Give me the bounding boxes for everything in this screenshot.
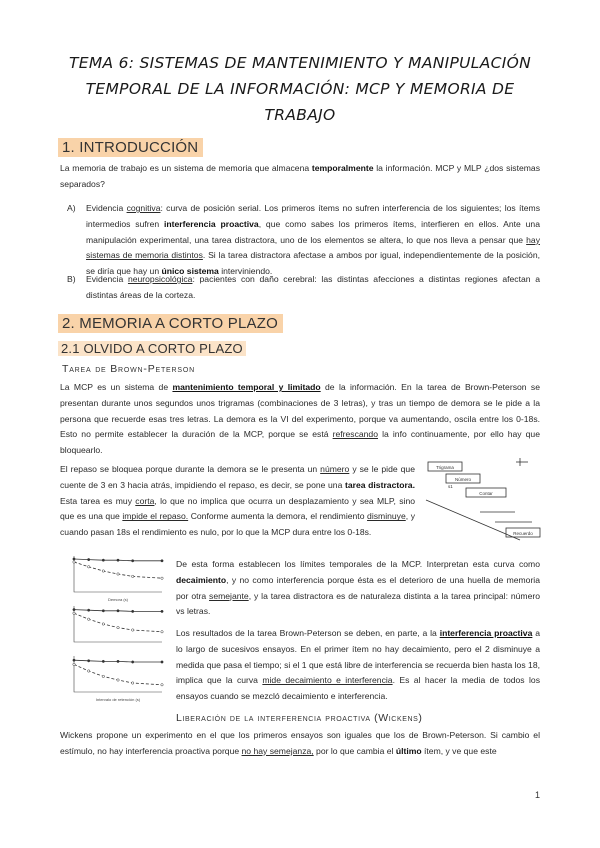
chart-panel-2 — [73, 606, 163, 642]
data-point — [161, 560, 163, 562]
data-point — [117, 660, 119, 662]
data-point — [73, 612, 75, 614]
page-title: TEMA 6: SISTEMAS DE MANTENIMIENTO Y MANIPULACIÓN TEMPORAL DE LA INFORMACIÓN: MCP Y MEMORIA DE TRABAJO — [68, 54, 532, 124]
data-point — [87, 609, 89, 611]
data-point — [131, 661, 133, 663]
data-point — [161, 610, 163, 612]
data-point — [117, 559, 119, 561]
data-point — [73, 558, 75, 560]
list-label-a: A) — [67, 203, 76, 213]
procedure-diagram — [420, 456, 545, 548]
data-point — [87, 566, 89, 568]
series-line-2 — [74, 562, 162, 578]
diagram-label-small: s1 — [448, 484, 453, 489]
data-point — [73, 663, 75, 665]
data-point — [131, 575, 133, 577]
data-point — [117, 679, 119, 681]
diagram-label-trigrama: Trigrama — [436, 465, 454, 470]
data-point — [117, 610, 119, 612]
section-heading-introduccion: 1. INTRODUCCIÓN — [58, 138, 203, 157]
section-heading-mcp: 2. MEMORIA A CORTO PLAZO — [58, 314, 283, 333]
data-point — [87, 558, 89, 560]
diagram-label-recuerdo: Recuerdo — [513, 531, 533, 536]
paragraph-resultados: Los resultados de la tarea Brown-Peterson se deben, en parte, a la interferencia proactiva a lo largo de sucesivos ensayos. En el primer ítem no hay decaimiento, pero el 2 disminuye a medida que pasa el tiempo; si el 1 que está libre de interferencia se recuerda bien hasta los 18, implica que la curva mide decaimiento e interferencia. Es al hacer la media de todos los ensayos cuando se mezcló decaimiento e interferencia. — [176, 628, 541, 702]
data-point — [73, 659, 75, 661]
data-point — [87, 618, 89, 620]
diagram-label-numero: Número — [454, 477, 472, 482]
data-point — [131, 629, 133, 631]
data-point — [87, 660, 89, 662]
data-point — [73, 561, 75, 563]
data-point — [102, 675, 104, 677]
heading-wickens: Liberación de la interferencia proactiva (Wickens) — [176, 712, 423, 724]
data-point — [102, 623, 104, 625]
data-point — [87, 670, 89, 672]
data-point — [102, 660, 104, 662]
x-axis-label: Demora (s) — [107, 597, 129, 602]
paragraph-wickens: Wickens propone un experimento en el que los primeros ensayos son iguales que los de Brown-Peterson. Si cambio el estímulo, no hay interferencia proactiva porque no hay semejanza, por lo que cambia el último ítem, y ve que este — [60, 730, 540, 756]
paragraph-limites-temporales: De esta forma establecen los límites temporales de la MCP. Interpretan esta curva como decaimiento, y no como interferencia porque ésta es el deterioro de una huella de memoria por otra semejante, y la tarea distractora es de naturaleza distinta a la tarea principal: número vs letras. — [176, 559, 540, 617]
data-point — [161, 631, 163, 633]
data-point — [131, 610, 133, 612]
data-point — [73, 608, 75, 610]
data-point — [161, 577, 163, 579]
series-line-2 — [74, 664, 162, 684]
data-point — [161, 661, 163, 663]
paragraph-mcp-definition: La MCP es un sistema de mantenimiento temporal y limitado de la información. En la tarea de Brown-Peterson se presentan durante unos segundos unos trigramas (combinaciones de 3 letras), y tras un tiempo de demora se le pide a la persona que recuerde esas tres letras. La demora es la VI del experimento, porque va aumentando, oscila entre los 0-18s. Esto no permite establecer la duración de la MCP, porque se está refrescando la info continuamente, por ello hay que bloquearlo. — [60, 382, 540, 456]
paragraph-repaso: El repaso se bloquea porque durante la demora se le presenta un número y se le pide que cuente de 3 en 3 hacia atrás, impidiendo el repaso, es decir, se pone una tarea distractora. Esta tarea es muy corta, lo que no implica que ocurra un desplazamiento y sea MLP, sino que es una que impide el repaso. Conforme aumenta la demora, el rendimiento disminuye, y cuando pasan 18s el rendimiento es nulo, por lo que la MCP dura entre los 0-18s. — [60, 464, 416, 538]
intro-paragraph: La memoria de trabajo es un sistema de memoria que almacena temporalmente la información. MCP y MLP ¿dos sistemas separados? — [60, 163, 540, 189]
data-point — [102, 570, 104, 572]
page-number: 1 — [534, 790, 540, 800]
data-point — [131, 560, 133, 562]
chart-panel-3 — [73, 656, 163, 702]
data-point — [102, 559, 104, 561]
data-point — [161, 684, 163, 686]
data-point — [102, 610, 104, 612]
subsection-heading-olvido: 2.1 OLVIDO A CORTO PLAZO — [58, 341, 246, 356]
data-point — [117, 573, 119, 575]
x-axis-label: Intervalo de retención (s) — [95, 697, 141, 702]
data-point — [117, 626, 119, 628]
list-item-a: Evidencia cognitiva: curva de posición serial. Los primeros ítems no sufren interferencia de los siguientes; los ítems intermedios sufren interferencia proactiva, que como sabes los primeros ítems, interfieren en ellos. Ante una manipulación experimental, una tarea distractora, uno de los elementos se altera, lo que nos lleva a pensar que hay sistemas de memoria distintos. Si la tarea distractora afectase a ambos por igual, independientemente de la posición, se diría que hay un único sistema interviniendo. — [86, 203, 540, 277]
brown-peterson-charts — [62, 552, 167, 712]
list-label-b: B) — [67, 274, 76, 284]
data-point — [131, 682, 133, 684]
task-heading-brown-peterson: Tarea de Brown-Peterson — [62, 363, 195, 375]
chart-panel-1 — [73, 556, 163, 602]
list-item-b: Evidencia neuropsicológica: pacientes con daño cerebral: las distintas afecciones a distintas regiones afectan a distintas áreas de la corteza. — [86, 274, 541, 300]
diagram-label-contar: Contar — [479, 491, 493, 496]
